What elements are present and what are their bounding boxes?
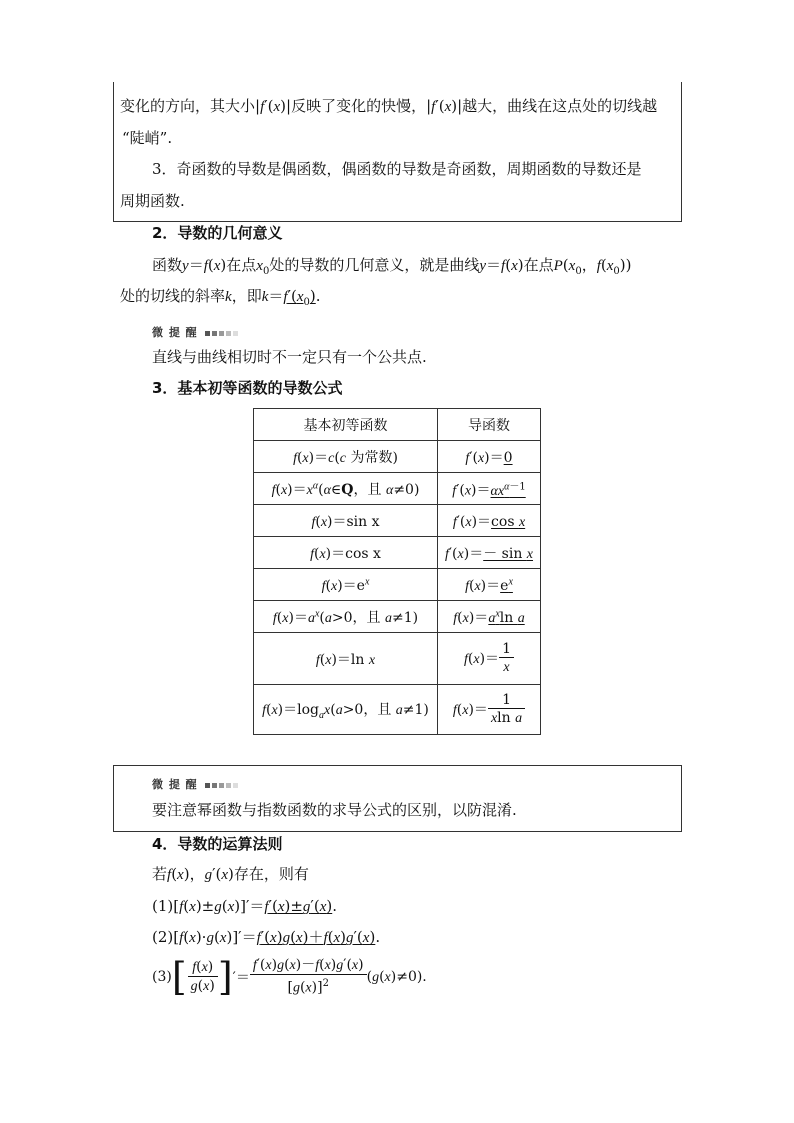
table-row: f(x)＝sin x f′(x)＝cos x xyxy=(254,505,541,537)
sec2-heading: 2．导数的几何意义 xyxy=(152,224,283,242)
table-header-row xyxy=(254,409,541,441)
table-header-derivative: 导函数 xyxy=(438,409,541,441)
table-row: f(x)＝ln x f(x)＝ $\frac{1}{x}$ xyxy=(254,633,541,685)
table-row: $f(x)=\log_ax(a>0$，且 a≠1) f(x)＝ $\frac{1}{\text{xln a}}$ xyxy=(254,685,541,735)
rule-1: (1)[f(x)±g(x)]′＝f′(x)±g′(x). xyxy=(152,897,337,915)
table-row: $f(x)=x^\alpha(\alpha\in Q$，且 α≠0) $f'(x)=\alpha x^{\alpha-1}$ xyxy=(254,473,541,505)
box1-line1: 变化的方向，其大小|f′(x)|反映了变化的快慢，|f′(x)|越大，曲线在这点处的切线越 xyxy=(120,97,658,115)
rule-2: (2)[f(x)·g(x)]′＝f′(x)g(x)＋f(x)g′(x). xyxy=(152,928,381,946)
sec4-intro: 若f(x)，g′(x)存在，则有 xyxy=(152,865,309,883)
table-row: $f(x)=a^x(a>0$，且 a≠1) $f(x)=a^x\ln$ a xyxy=(254,601,541,633)
table-row: f(x)＝cos x f′(x)＝－ sin x xyxy=(254,537,541,569)
tip2-text: 要注意幂函数与指数函数的求导公式的区别，以防混淆. xyxy=(152,801,517,819)
box1-line2: “陡峭”. xyxy=(122,129,173,147)
rule-3: (3)[ $\frac{f(x)}{g(x)}$ ]′＝ $\frac{f'(x)g(x)-f(x)g'(x)}{[g(x)]^2}$ (g(x)≠0). xyxy=(152,955,427,999)
tip1-text: 直线与曲线相切时不一定只有一个公共点. xyxy=(152,348,427,366)
sec2-para-line2: 处的切线的斜率k，即$k=f'(x_0)$. xyxy=(120,287,321,308)
table-header-function: 基本初等函数 xyxy=(254,409,438,441)
sec4-heading: 4．导数的运算法则 xyxy=(152,835,283,853)
derivative-formula-table xyxy=(253,408,541,735)
tip2-box xyxy=(113,765,682,832)
table-row: $f(x)=e^x$ $f(x)=e^x$ xyxy=(254,569,541,601)
sec2-para-line1: 函数y＝f(x)在点$x_0$处的导数的几何意义，就是曲线y＝f(x)在点$P(x_0$，$f(x_0)$) xyxy=(152,256,632,277)
box1-line3: 3．奇函数的导数是偶函数，偶函数的导数是奇函数，周期函数的导数还是 xyxy=(152,160,642,178)
table-row: f(x)＝c(c 为常数) f′(x)＝0 xyxy=(254,441,541,473)
tip1-label: 微 提 醒 xyxy=(152,327,238,338)
tip2-label: 微 提 醒 xyxy=(152,779,238,790)
sec3-heading: 3．基本初等函数的导数公式 xyxy=(152,379,343,397)
box1-line4: 周期函数. xyxy=(120,192,185,210)
